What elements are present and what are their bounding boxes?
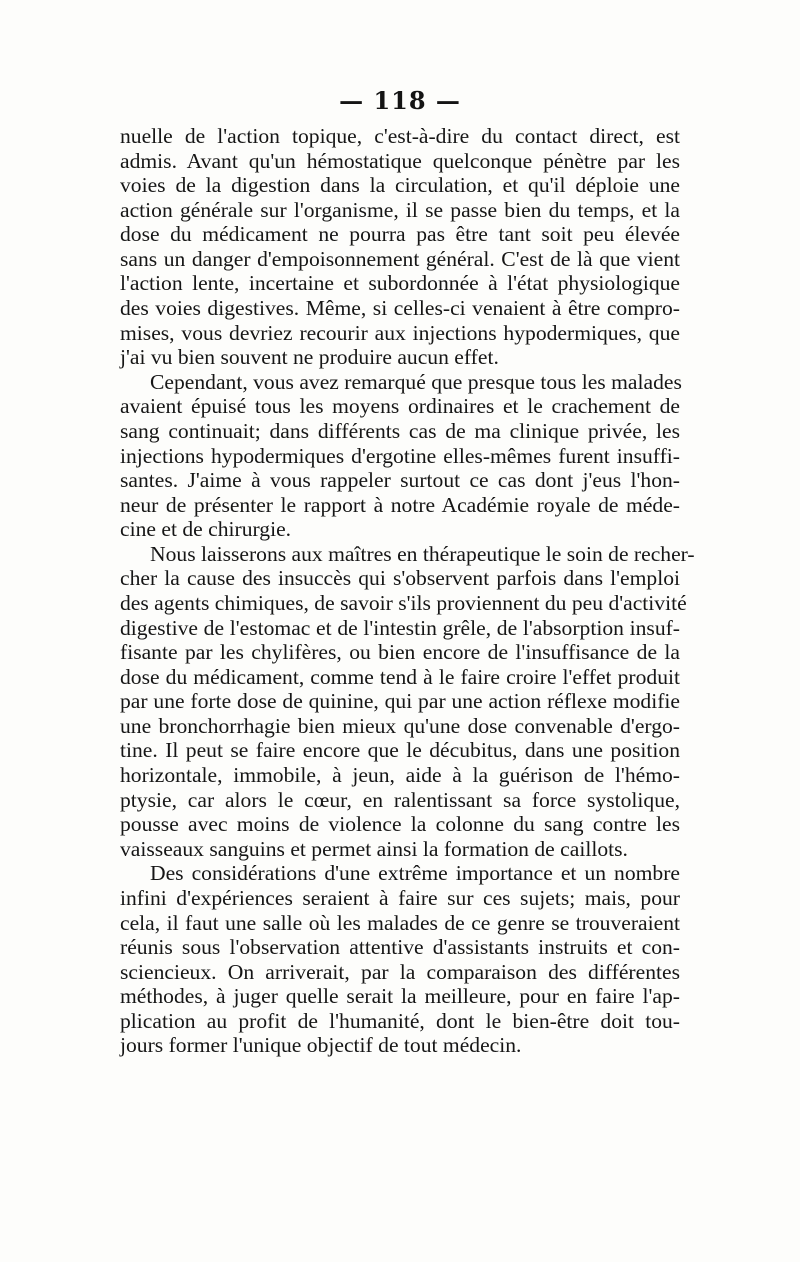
text-line: action générale sur l'organisme, il se passe bien du temps, et la bbox=[120, 197, 680, 222]
text-line: réunis sous l'observation attentive d'assistants instruits et con- bbox=[120, 935, 680, 960]
text-line: l'action lente, incertaine et subordonnée à l'état physiologique bbox=[120, 271, 680, 296]
text-line: admis. Avant qu'un hémostatique quelconque pénètre par les bbox=[120, 148, 680, 173]
text-line: sans un danger d'empoisonnement général. C'est de là que vient bbox=[120, 246, 680, 271]
text-line: une bronchorrhagie bien mieux qu'une dose convenable d'ergo- bbox=[120, 713, 680, 738]
text-line: des voies digestives. Même, si celles-ci venaient à être compro- bbox=[120, 296, 680, 321]
text-line: Des considérations d'une extrême importance et un nombre bbox=[150, 861, 680, 886]
text-line: Nous laisserons aux maîtres en thérapeutique le soin de recher- bbox=[150, 541, 695, 566]
text-line: cher la cause des insuccès qui s'observent parfois dans l'emploi bbox=[120, 566, 680, 591]
text-line: cela, il faut une salle où les malades de ce genre se trouveraient bbox=[120, 910, 680, 935]
body-text bbox=[120, 124, 695, 1058]
text-line: cine et de chirurgie. bbox=[120, 517, 292, 542]
text-line: pousse avec moins de violence la colonne du sang contre les bbox=[120, 812, 680, 837]
text-line: j'ai vu bien souvent ne produire aucun effet. bbox=[120, 345, 499, 370]
text-line: par une forte dose de quinine, qui par une action réflexe modifie bbox=[120, 689, 680, 714]
text-line: horizontale, immobile, à jeun, aide à la guérison de l'hémo- bbox=[120, 763, 680, 788]
text-line: des agents chimiques, de savoir s'ils proviennent du peu d'activité bbox=[120, 590, 687, 615]
text-line: tine. Il peut se faire encore que le décubitus, dans une position bbox=[120, 738, 680, 763]
text-line: santes. J'aime à vous rappeler surtout ce cas dont j'eus l'hon- bbox=[120, 468, 680, 493]
text-line: avaient épuisé tous les moyens ordinaires et le crachement de bbox=[120, 394, 680, 419]
text-line: Cependant, vous avez remarqué que presque tous les malades bbox=[150, 369, 682, 394]
text-line: jours former l'unique objectif de tout médecin. bbox=[120, 1033, 522, 1058]
text-line: vaisseaux sanguins et permet ainsi la formation de caillots. bbox=[120, 836, 628, 861]
text-line: injections hypodermiques d'ergotine elles-mêmes furent insuffi- bbox=[120, 443, 680, 468]
text-line: sang continuait; dans différents cas de ma clinique privée, les bbox=[120, 418, 680, 443]
text-line: ptysie, car alors le cœur, en ralentissant sa force systolique, bbox=[120, 787, 680, 812]
text-line: nuelle de l'action topique, c'est-à-dire du contact direct, est bbox=[120, 124, 680, 148]
text-line: plication au profit de l'humanité, dont le bien-être doit tou- bbox=[120, 1008, 680, 1033]
text-line: sciencieux. On arriverait, par la comparaison des différentes bbox=[120, 959, 680, 984]
text-line: neur de présenter le rapport à notre Académie royale de méde- bbox=[120, 492, 680, 517]
text-line: méthodes, à juger quelle serait la meilleure, pour en faire l'ap- bbox=[120, 984, 680, 1009]
text-line: dose du médicament, comme tend à le faire croire l'effet produit bbox=[120, 664, 680, 689]
text-line: voies de la digestion dans la circulation, et qu'il déploie une bbox=[120, 173, 680, 198]
text-line: infini d'expériences seraient à faire sur ces sujets; mais, pour bbox=[120, 885, 680, 910]
text-line: mises, vous devriez recourir aux injections hypodermiques, que bbox=[120, 320, 680, 345]
text-line: fisante par les chylifères, ou bien encore de l'insuffisance de la bbox=[120, 640, 680, 665]
text-line: dose du médicament ne pourra pas être tant soit peu élevée bbox=[120, 222, 680, 247]
text-line: digestive de l'estomac et de l'intestin grêle, de l'absorption insuf- bbox=[120, 615, 680, 640]
page-number: — 118 — bbox=[339, 86, 461, 115]
